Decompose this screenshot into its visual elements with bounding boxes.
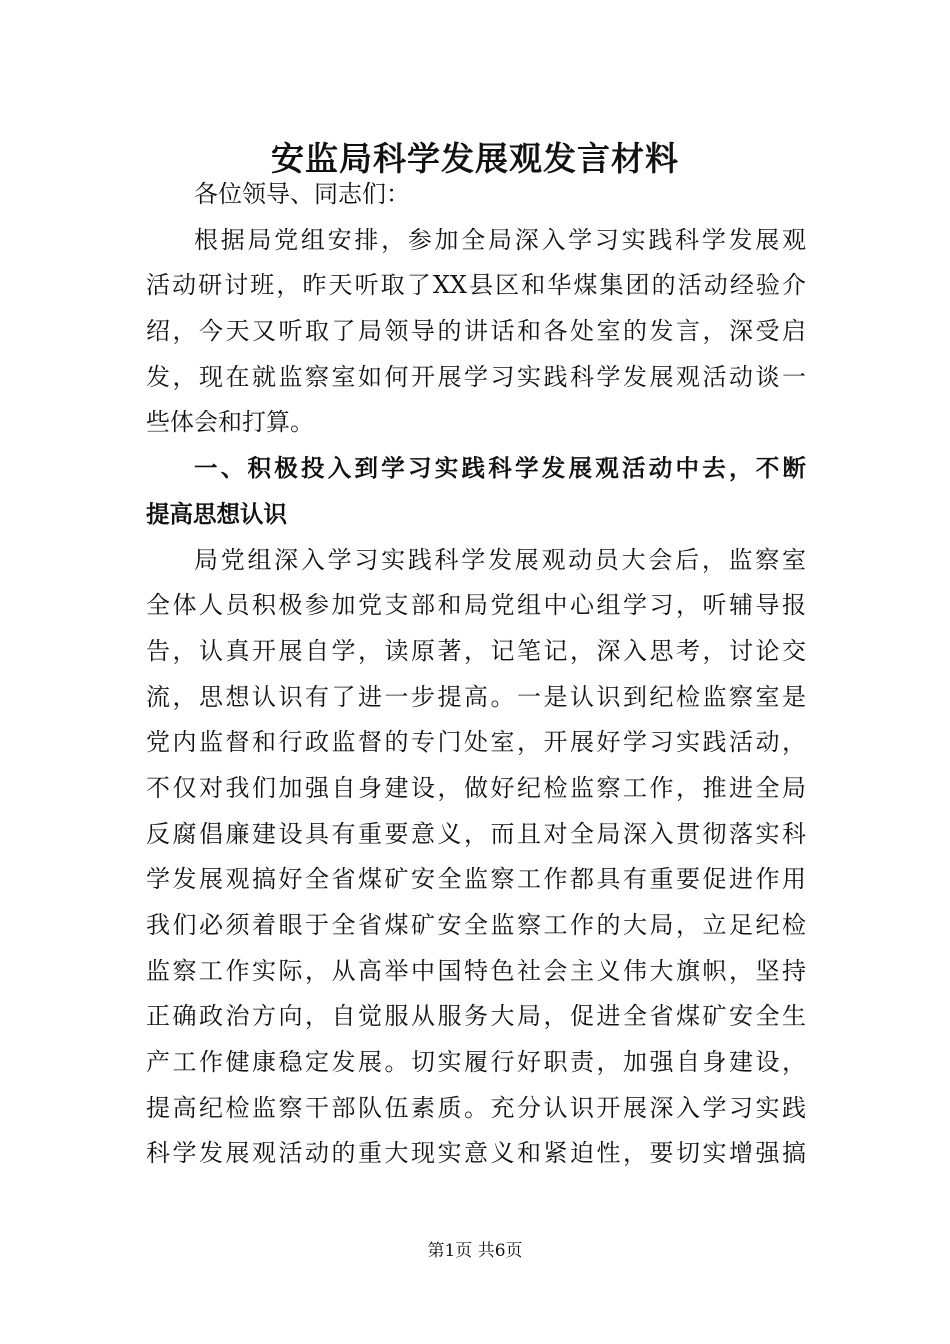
- paragraph-line: 反腐倡廉建设具有重要意义，而且对全局深入贯彻落实科: [146, 819, 806, 848]
- paragraph-line: 活动研讨班，昨天听取了XX县区和华煤集团的活动经验介: [146, 271, 806, 300]
- paragraph-line: 各位领导、同志们：: [194, 180, 410, 208]
- paragraph-line: 不仅对我们加强自身建设，做好纪检监察工作，推进全局: [146, 773, 806, 802]
- paragraph-line: 些体会和打算。: [146, 408, 314, 437]
- paragraph-line: 我们必须着眼于全省煤矿安全监察工作的大局，立足纪检: [146, 911, 806, 939]
- paragraph-line: 监察工作实际，从高举中国特色社会主义伟大旗帜，坚持: [146, 956, 806, 985]
- document-title: 安监局科学发展观发言材料: [271, 139, 679, 178]
- paragraph-line: 产工作健康稳定发展。切实履行好职责，加强自身建设，: [146, 1048, 806, 1077]
- document-body: [146, 172, 806, 1177]
- paragraph-line: 党内监督和行政监督的专门处室，开展好学习实践活动，: [146, 728, 806, 757]
- section-heading-line: 提高思想认识: [146, 499, 287, 528]
- paragraph-line: 全体人员积极参加党支部和局党组中心组学习，听辅导报: [146, 591, 806, 620]
- paragraph-line: 科学发展观活动的重大现实意义和紧迫性，要切实增强搞: [146, 1139, 806, 1168]
- paragraph-line: 发，现在就监察室如何开展学习实践科学发展观活动谈一: [146, 362, 806, 391]
- page-number: 第1页 共6页: [427, 1241, 523, 1261]
- paragraph-line: 流，思想认识有了进一步提高。一是认识到纪检监察室是: [146, 682, 806, 711]
- paragraph-line: 学发展观搞好全省煤矿安全监察工作都具有重要促进作用: [146, 865, 806, 894]
- paragraph-line: 局党组深入学习实践科学发展观动员大会后，监察室: [194, 545, 806, 574]
- paragraph-line: 正确政治方向，自觉服从服务大局，促进全省煤矿安全生: [146, 1002, 806, 1031]
- section-heading-line: 一、积极投入到学习实践科学发展观活动中去，不断: [194, 454, 806, 483]
- paragraph-line: 告，认真开展自学，读原著，记笔记，深入思考，讨论交: [146, 636, 806, 665]
- paragraph-line: 提高纪检监察干部队伍素质。充分认识开展深入学习实践: [146, 1093, 806, 1122]
- paragraph-line: 绍，今天又听取了局领导的讲话和各处室的发言，深受启: [146, 317, 806, 346]
- paragraph-line: 根据局党组安排，参加全局深入学习实践科学发展观: [194, 225, 806, 254]
